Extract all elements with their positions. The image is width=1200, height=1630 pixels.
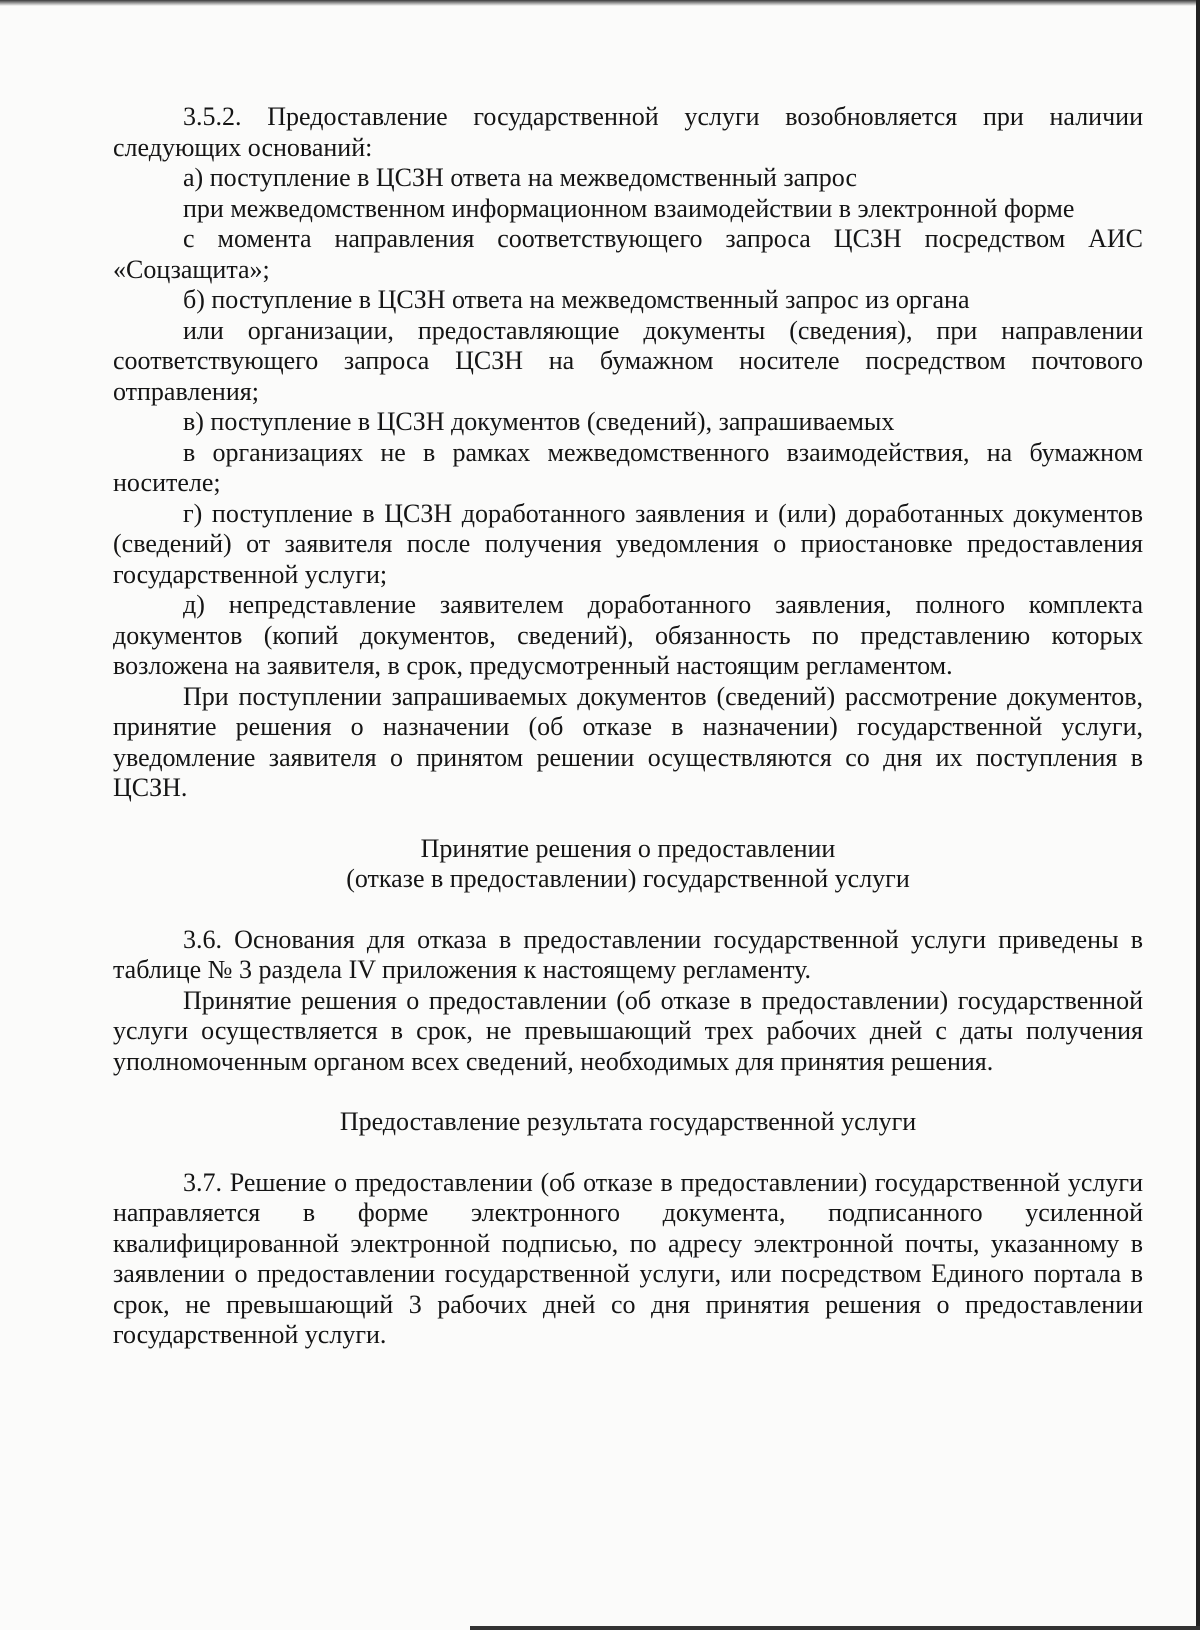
scan-edge-bottom (470, 1626, 1200, 1630)
paragraph-3-5-2-closing: При поступлении запрашиваемых документов (сведений) рассмотрение документов, принятие решения о назначении (об отказе в назначении) государственной услуги, уведомление заявителя о принятом решении осуществляются со дня их поступления в ЦСЗН. (113, 681, 1143, 802)
spacer (113, 1077, 1143, 1107)
heading-result: Предоставление результата государственной услуги (339, 1107, 917, 1136)
item-a-line2: при межведомственном информационном взаимодействии в электронной форме (183, 193, 1075, 223)
paragraph-3-5-2-intro: 3.5.2. Предоставление государственной услуги возобновляется при наличии следующих оснований: (113, 102, 1143, 162)
paragraph-3-6: 3.6. Основания для отказа в предоставлении государственной услуги приведены в таблице № 3 раздела IV приложения к настоящему регламенту. (113, 924, 1143, 984)
scan-edge-right (1196, 0, 1200, 1630)
paragraph-3-7: 3.7. Решение о предоставлении (об отказе в предоставлении) государственной услуги направляется в форме электронного документа, подписанного усиленной квалифицированной электронной подписью, по адресу электронной почты, указанному в заявлении о предоставлении государственной услуги, или посредством Единого портала в срок, не превышающий 3 рабочих дней со дня принятия решения о предоставлении государственной услуги. (113, 1167, 1143, 1349)
item-v-line1: в) поступление в ЦСЗН документов (сведений), запрашиваемых (183, 407, 895, 436)
item-a-line1: а) поступление в ЦСЗН ответа на межведомственный запрос (183, 163, 857, 192)
document-body (113, 102, 1143, 1351)
heading-decision-line1: Принятие решения о предоставлении (420, 833, 836, 863)
item-b-line2: или организации, предоставляющие документы (сведения), при направлении соответствующего запроса ЦСЗН на бумажном носителе посредством почтового отправления; (113, 315, 1143, 406)
heading-decision-line2: (отказе в предоставлении) государственной услуги (346, 864, 910, 893)
item-d: д) непредставление заявителем доработанного заявления, полного комплекта документов (копий документов, сведений), обязанность по представлению которых возложена на заявителя, в срок, предусмотренный настоящим регламентом. (113, 590, 1143, 680)
spacer (113, 1138, 1143, 1168)
spacer (113, 895, 1143, 925)
item-b-line1: б) поступление в ЦСЗН ответа на межведомственный запрос из органа (183, 285, 970, 314)
paragraph-3-6-decision-term: Принятие решения о предоставлении (об отказе в предоставлении) государственной услуги осуществляется в срок, не превышающий трех рабочих дней с даты получения уполномоченным органом всех сведений, необходимых для принятия решения. (113, 985, 1143, 1076)
item-a-line3: с момента направления соответствующего запроса ЦСЗН посредством АИС «Соцзащита»; (113, 224, 1143, 284)
spacer (113, 804, 1143, 834)
scan-edge-top (0, 0, 1200, 6)
item-v-line2: в организациях не в рамках межведомственного взаимодействия, на бумажном носителе; (113, 437, 1143, 497)
item-g: г) поступление в ЦСЗН доработанного заявления и (или) доработанных документов (сведений) от заявителя после получения уведомления о приостановке предоставления государственной услуги; (113, 498, 1143, 589)
